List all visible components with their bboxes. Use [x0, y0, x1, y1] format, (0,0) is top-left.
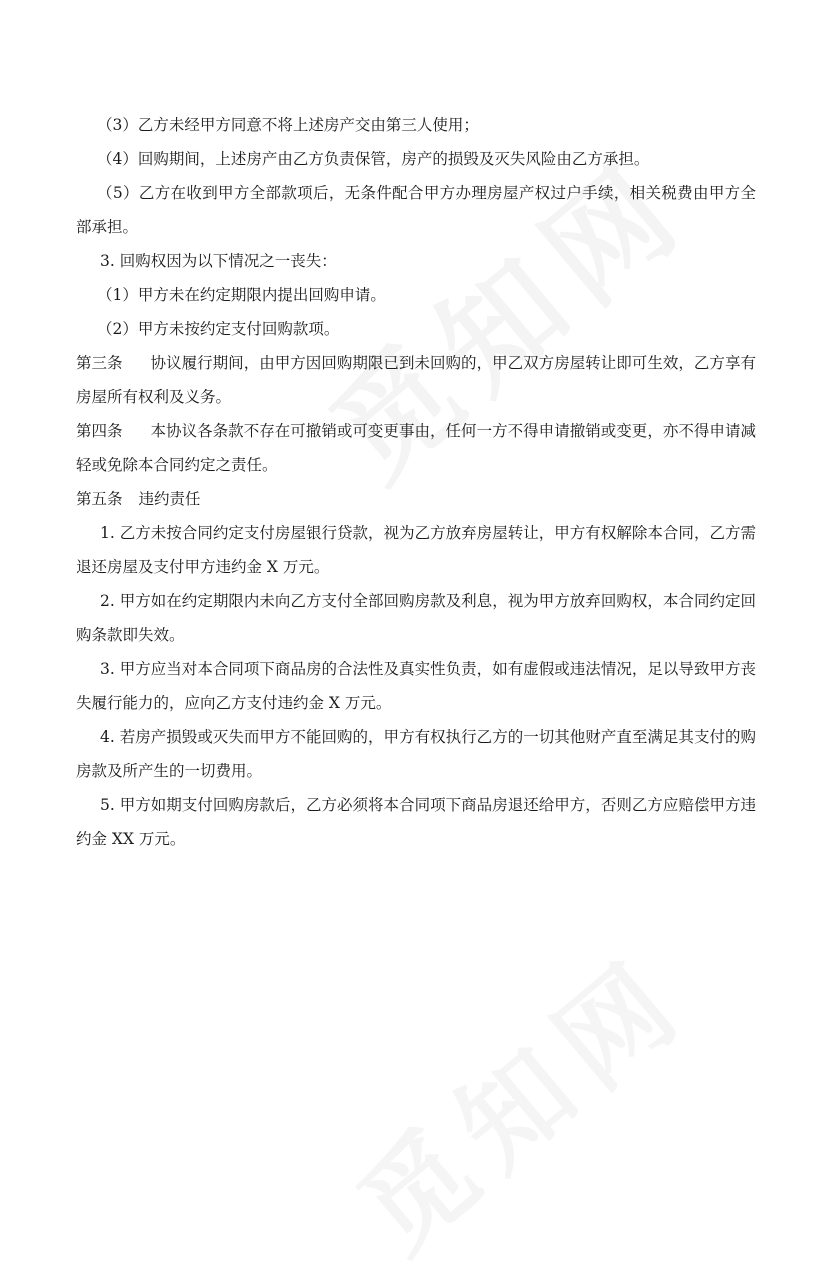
- article-three-text: 协议履行期间，由甲方因回购期限已到未回购的，甲乙双方房屋转让即可生效，乙方享有房屋所有权利及义务。: [76, 354, 756, 406]
- article-five: [76, 482, 756, 516]
- article-four-text: 本协议各条款不存在可撤销或可变更事由，任何一方不得申请撤销或变更，亦不得申请减轻或免除本合同约定之责任。: [76, 422, 756, 474]
- paragraph-loss-clause-2: （2）甲方未按约定支付回购款项。: [97, 320, 340, 338]
- paragraph-repurchase-loss: 3. 回购权因为以下情况之一丧失：: [100, 252, 337, 270]
- article-four-label: 第四条: [76, 422, 123, 440]
- liability-item-2: 2. 甲方如在约定期限内未向乙方支付全部回购房款及利息，视为甲方放弃回购权，本合同约定回购条款即失效。: [76, 592, 756, 644]
- paragraph-3-clause-3: （3）乙方未经甲方同意不将上述房产交由第三人使用；: [97, 116, 479, 134]
- paragraph-3-clause-4: （4）回购期间，上述房产由乙方负责保管，房产的损毁及灭失风险由乙方承担。: [97, 150, 650, 168]
- liability-item-5: 5. 甲方如期支付回购房款后，乙方必须将本合同项下商品房退还给甲方，否则乙方应赔偿甲方违约金 XX 万元。: [76, 796, 756, 848]
- article-three: [76, 346, 756, 414]
- liability-item-3: 3. 甲方应当对本合同项下商品房的合法性及真实性负责，如有虚假或违法情况，足以导致甲方丧失履行能力的，应向乙方支付违约金 X 万元。: [76, 660, 756, 712]
- watermark-bottom: [320, 913, 716, 1281]
- article-five-label: 第五条: [76, 490, 123, 508]
- document-body: [76, 108, 756, 856]
- paragraph-loss-clause-1: （1）甲方未在约定期限内提出回购申请。: [97, 286, 386, 304]
- paragraph-3-clause-5: （5）乙方在收到甲方全部款项后，无条件配合甲方办理房屋产权过户手续，相关税费由甲方全部承担。: [76, 184, 756, 236]
- article-five-text: 违约责任: [138, 490, 201, 508]
- liability-item-1: 1. 乙方未按合同约定支付房屋银行贷款，视为乙方放弃房屋转让，甲方有权解除本合同，乙方需退还房屋及支付甲方违约金 X 万元。: [76, 524, 756, 576]
- liability-item-4: 4. 若房产损毁或灭失而甲方不能回购的，甲方有权执行乙方的一切其他财产直至满足其支付的购房款及所产生的一切费用。: [76, 728, 756, 780]
- article-four: [76, 414, 756, 482]
- article-three-label: 第三条: [76, 354, 123, 372]
